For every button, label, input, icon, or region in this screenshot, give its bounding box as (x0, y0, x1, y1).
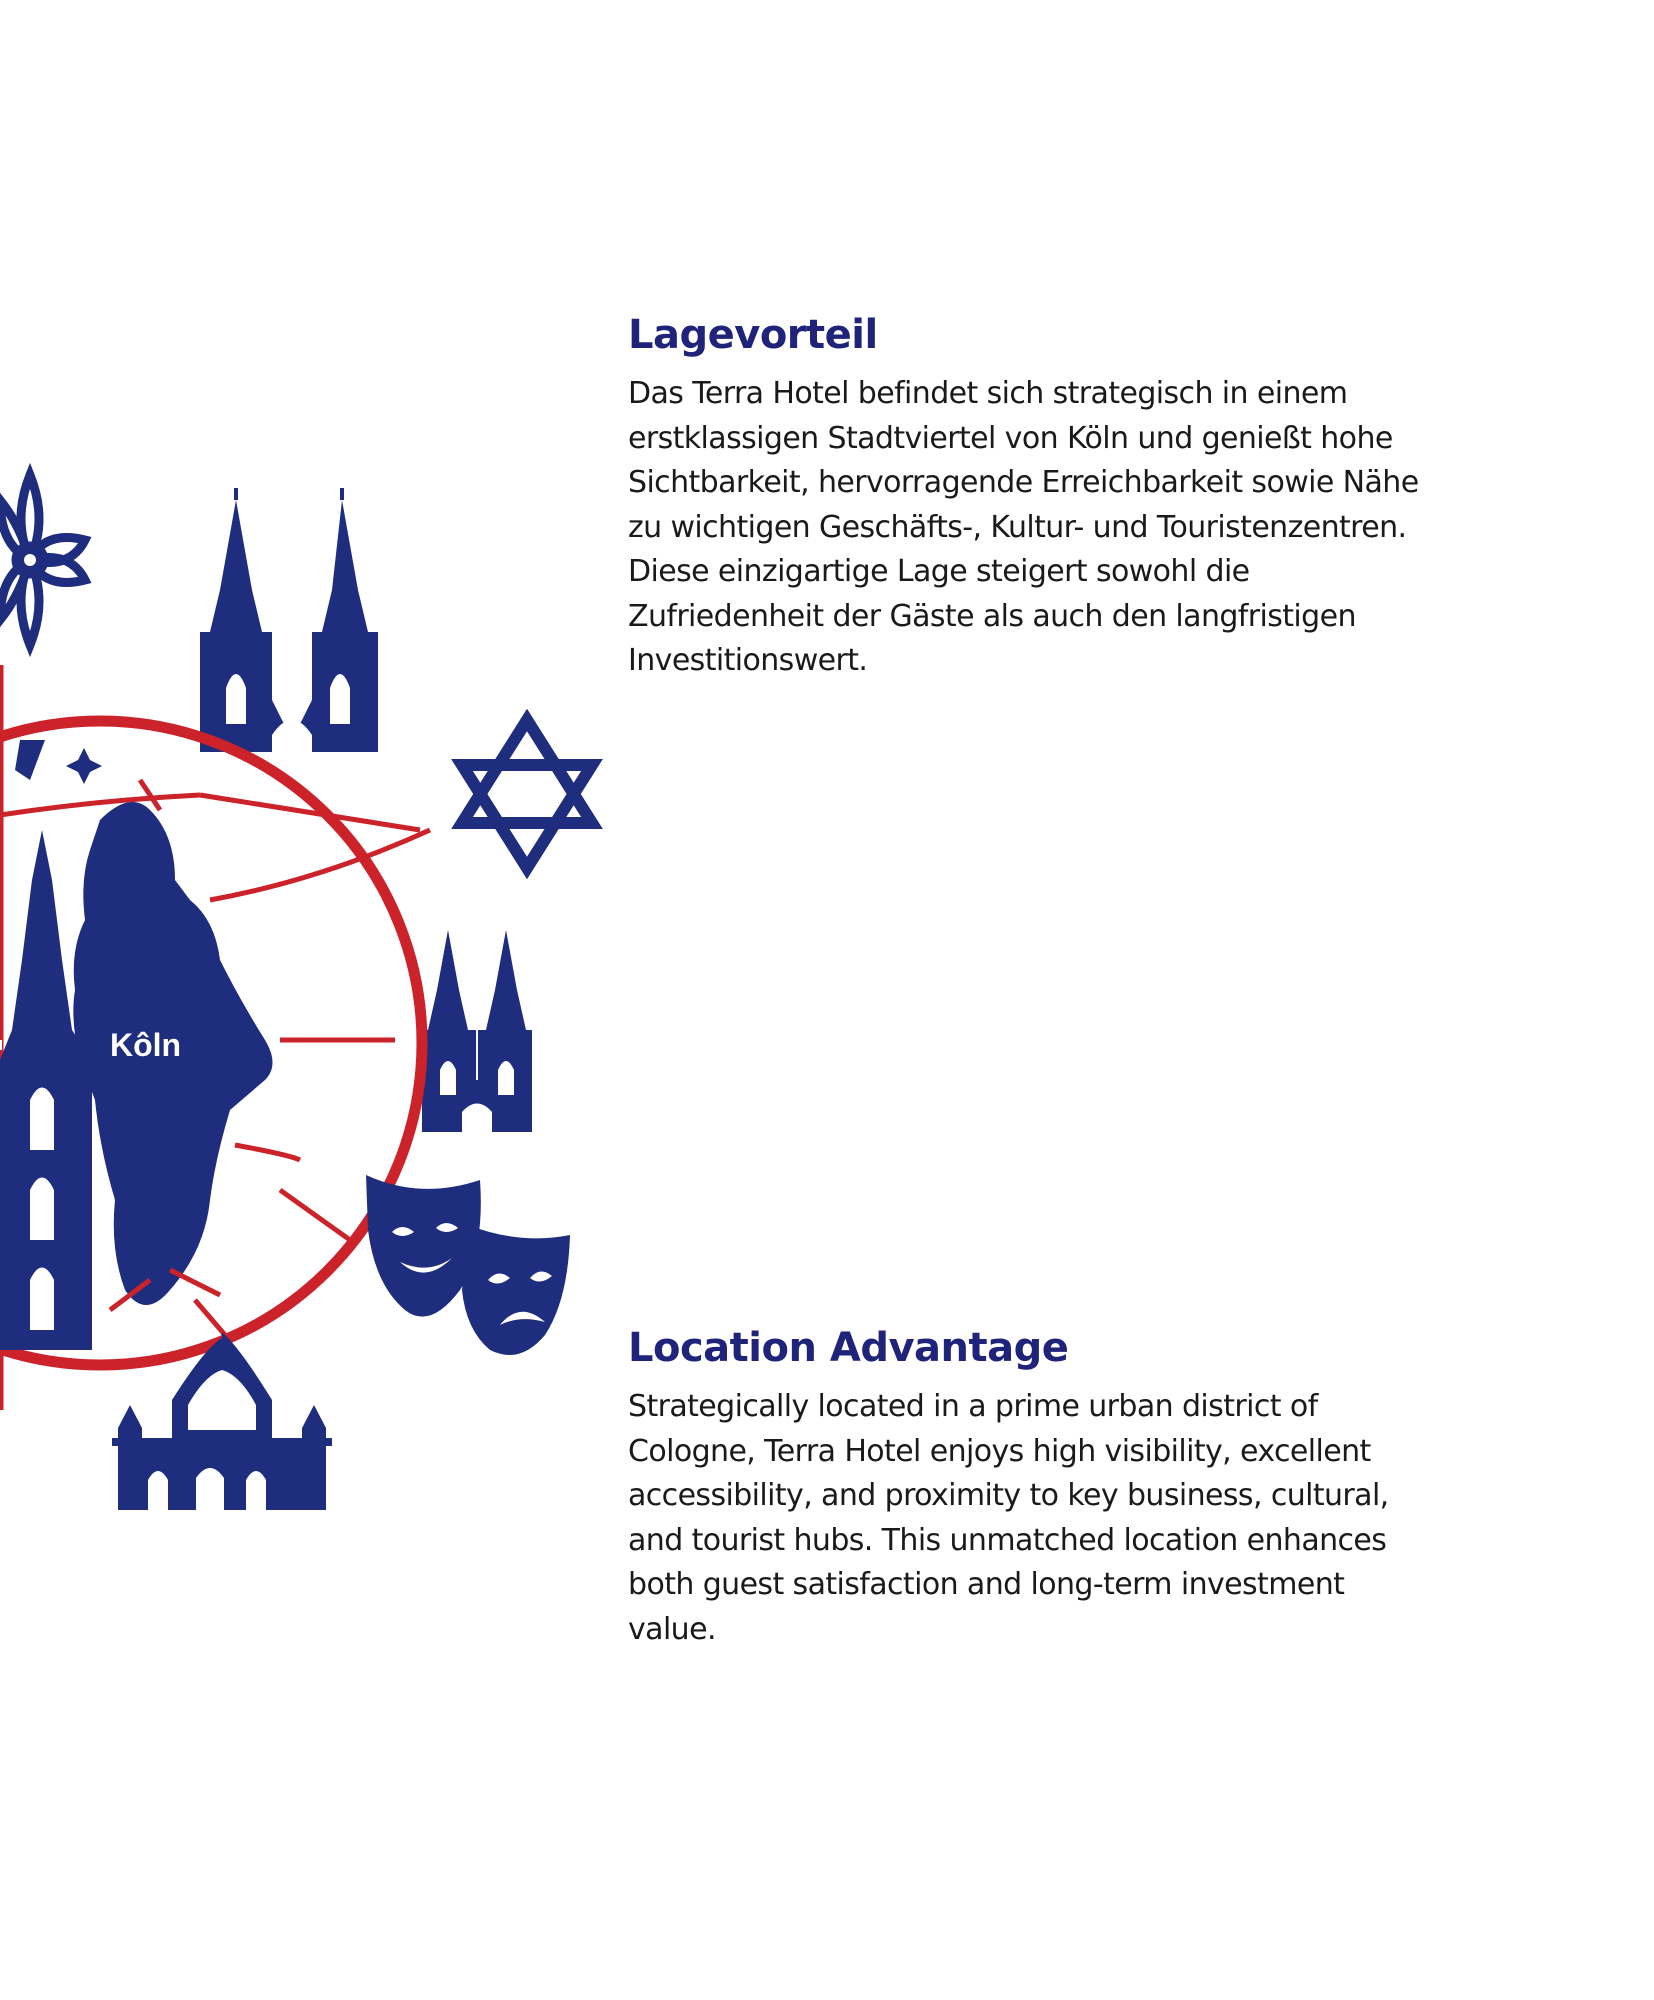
cologne-culture-illustration (0, 440, 620, 1540)
section-title: Lagevorteil (628, 312, 878, 358)
section-body: Das Terra Hotel befindet sich strategisch in einem erstklassigen Stadtviertel von Köln und genießt hohe Sichtbarkeit, hervorragende Erreichbarkeit sowie Nähe zu wichtigen Geschäfts-, Kultur- und Touristenzentren. Diese einzigartige Lage steigert sowohl die Zufriedenheit der Gäste als auch den langfristigen Investitionswert. (628, 376, 1419, 678)
theater-masks-icon (366, 1175, 570, 1355)
cathedral-icon (200, 488, 378, 752)
section-body: Strategically located in a prime urban district of Cologne, Terra Hotel enjoys high visibility, excellent accessibility, and proximity to key business, cultural, and tourist hubs. This unmatched location enhances both guest satisfaction and long-term investment value. (628, 1389, 1389, 1647)
globe-map-label: Kôln (110, 1027, 182, 1063)
cathedral-icon (422, 930, 532, 1132)
star-of-david-icon (462, 720, 592, 868)
section-english (628, 1325, 1428, 1652)
lotus-icon (0, 475, 85, 645)
cathedral-spire-icon (0, 830, 92, 1350)
section-title: Location Advantage (628, 1325, 1069, 1371)
section-german (628, 312, 1428, 684)
